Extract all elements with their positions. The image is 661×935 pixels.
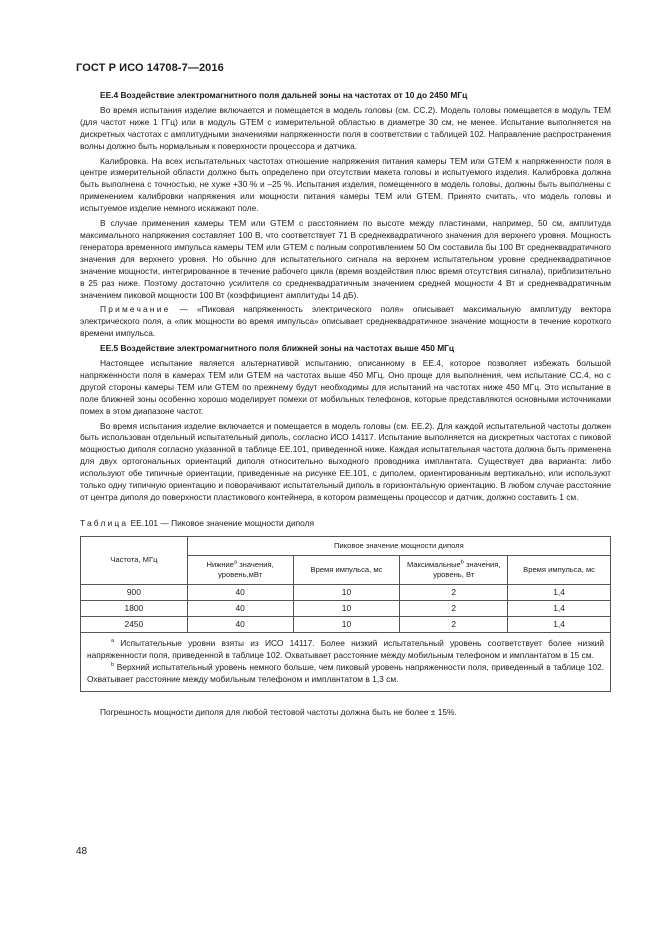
table-footnotes — [81, 632, 611, 692]
cell-max: 2 — [400, 616, 508, 632]
cell-time2: 1,4 — [508, 600, 611, 616]
footnote-b: $^b$ Верхний испытательный уровень немного больше, чем пиковый уровень напряженности поля, приведенный в таблице 102. Охватывает расстояние между мобильным телефоном и имплантатом в 1,3 см. — [87, 661, 604, 684]
cell-lower: 40 — [187, 600, 293, 616]
table-row — [81, 600, 611, 616]
cell-frequency: 2450 — [81, 616, 188, 632]
cell-time1: 10 — [293, 600, 400, 616]
paragraph-after-table: Погрешность мощности диполя для любой тестовой частоты должна быть не более ± 15%. — [100, 707, 457, 718]
cell-max: 2 — [400, 584, 508, 600]
paragraph: В случае применения камеры ТЕМ или GTEM с расстоянием по высоте между пластинами, например, 50 см, амплитуда максимального напряжения составляет 100 В, что соответствует 71 В среднеквадратичного значения для верхнего уровня. Мощность генератора временного импульса камеры ТЕМ или GTEM с полным сопротивлением 50 Ом составила бы 100 Вт среднеквадратичного значения для верхнего уровня. Но обычно для испытательного сигнала на верхнем испытательном уровне среднеквадратичное значение мощности, интегрированное в течение рабочего цикла (время воздействия плюс время отсутствия сигнала), приблизительно в 25 раз ниже. Поэтому достаточно усилителя со среднеквадратичным значением средней мощности 4 Вт и среднеквадратичным значением пиковой мощности 100 Вт (коэффициент амплитуды 14 дБ). — [80, 218, 611, 300]
paragraph: Настоящее испытание является альтернативой испытанию, описанному в ЕЕ.4, которое позволяет избежать большой напряженности поля в камерах ТЕМ или GTEM на частотах выше 450 МГц. Оно проще для выполнения, чем испытание СС.4, но с другой стороны камеры ТЕМ или GTEM по прежнему будут необходимы для испытаний на частотах ниже 450 МГц. Это испытание в поле ближней зоны особенно хорошо моделирует помехи от мобильных телефонов, которые представляются основными источниками помех в этом диапазоне частот. — [80, 358, 611, 416]
cell-frequency: 1800 — [81, 600, 188, 616]
header-lower-values: Нижние$^a$ значения, уровень,мВт — [187, 555, 293, 584]
note-label: Примечание — [100, 304, 171, 315]
table-header-row — [81, 536, 611, 555]
cell-time2: 1,4 — [508, 584, 611, 600]
table-footnotes-row — [81, 632, 611, 692]
header-pulse-time-2: Время импульса, мс — [508, 555, 611, 584]
note-text: — «Пиковая напряженность электрического поля» описывает максимальную амплитуду вектора электрического поля, а «пик мощности во время импульса» описывает среднеквадратичное значение мощности в течение короткого времени импульса. — [80, 304, 611, 339]
footnote-a: $^a$ Испытательные уровни взяты из ИСО 14117. Более низкий испытательный уровень соответствует более низкий напряженности поля, приведенной в таблице 102. Охватывает расстояние между мобильным телефоном и имплантатом в 15 см. — [87, 637, 604, 660]
table-row — [81, 584, 611, 600]
cell-lower: 40 — [187, 584, 293, 600]
cell-frequency: 900 — [81, 584, 188, 600]
table-row — [81, 616, 611, 632]
cell-time2: 1,4 — [508, 616, 611, 632]
cell-time1: 10 — [293, 616, 400, 632]
page-number: 48 — [76, 846, 88, 857]
header-frequency: Частота, МГц — [81, 536, 188, 584]
cell-max: 2 — [400, 600, 508, 616]
table-caption — [80, 518, 611, 530]
paragraph: Во время испытания изделие включается и помещается в модель головы (см. СС.2). Модель головы помещается в модуль ТЕМ (для частот ниже 1 ГГц) или в модуль GTEM с измерительной областью в диаметре 30 см, не менее. Испытание выполняется на дискретных частотах с амплитудными значениями напряженности поля в соответствии с таблицей 102. Направление распространения волны должно быть нормальным к поверхности процессора и датчика. — [80, 104, 611, 151]
paragraph: Калибровка. На всех испытательных частотах отношение напряжения питания камеры ТЕМ или GTEM к напряженности поля в центре измерительной области должно быть определено при отсутствии макета головы и испытуемого изделия. Калибровка должна быть выполнена с точностью, не хуже +30 % и –25 %. Испытания изделия, помещенного в модель головы, должны быть выполнены с применением калибровки напряжения или мощности питания камеры ТЕМ или GTEM. Принято считать, что модель головы и испытуемое изделие немного искажают поле. — [80, 155, 611, 214]
table-caption-text: ЕЕ.101 — Пиковое значение мощности диполя — [128, 517, 315, 528]
header-pulse-time-1: Время импульса, мс — [293, 555, 400, 584]
cell-lower: 40 — [187, 616, 293, 632]
section-ee5-heading: ЕЕ.5 Воздействие электромагнитного поля ближней зоны на частотах выше 450 МГц — [100, 343, 455, 354]
dipole-power-table — [80, 536, 611, 693]
table-caption-label: Таблица — [80, 517, 129, 528]
header-group: Пиковое значение мощности диполя — [187, 536, 610, 555]
section-ee4-heading: ЕЕ.4 Воздействие электромагнитного поля дальней зоны на частотах от 10 до 2450 МГц — [100, 90, 468, 100]
paragraph: Во время испытания изделие включается и помещается в модель головы (см. ЕЕ.2). Для каждой испытательной частоты должен быть использован отдельный испытательный диполь, согласно ИСО 14117. Испытание выполняется на дискретных частотах с пиковой мощностью диполя согласно указанной в таблице ЕЕ.101, приведенной ниже. Каждая испытательная частота должна быть применена для двух ортогональных ориентаций диполя относительно выходного проводника имплантата. Существует два варианта: либо используют обе типичные ориентации, приведенные на рисунке ЕЕ.101, с диполем, ориентированным вертикально, или используют только одну типичную ориентацию и поворачивают испытательный диполь в горизонтальную ориентацию. В любом случае расстояние от центра диполя до поверхности пластикового контейнера, в котором размещены процессор и датчик, должно составить 1 см. — [80, 420, 611, 502]
document-header: ГОСТ Р ИСО 14708-7—2016 — [76, 62, 224, 74]
note — [80, 304, 611, 340]
header-max-values: Максимальные$^b$ значения, уровень, Вт — [400, 555, 508, 584]
cell-time1: 10 — [293, 584, 400, 600]
page-content — [80, 90, 611, 722]
